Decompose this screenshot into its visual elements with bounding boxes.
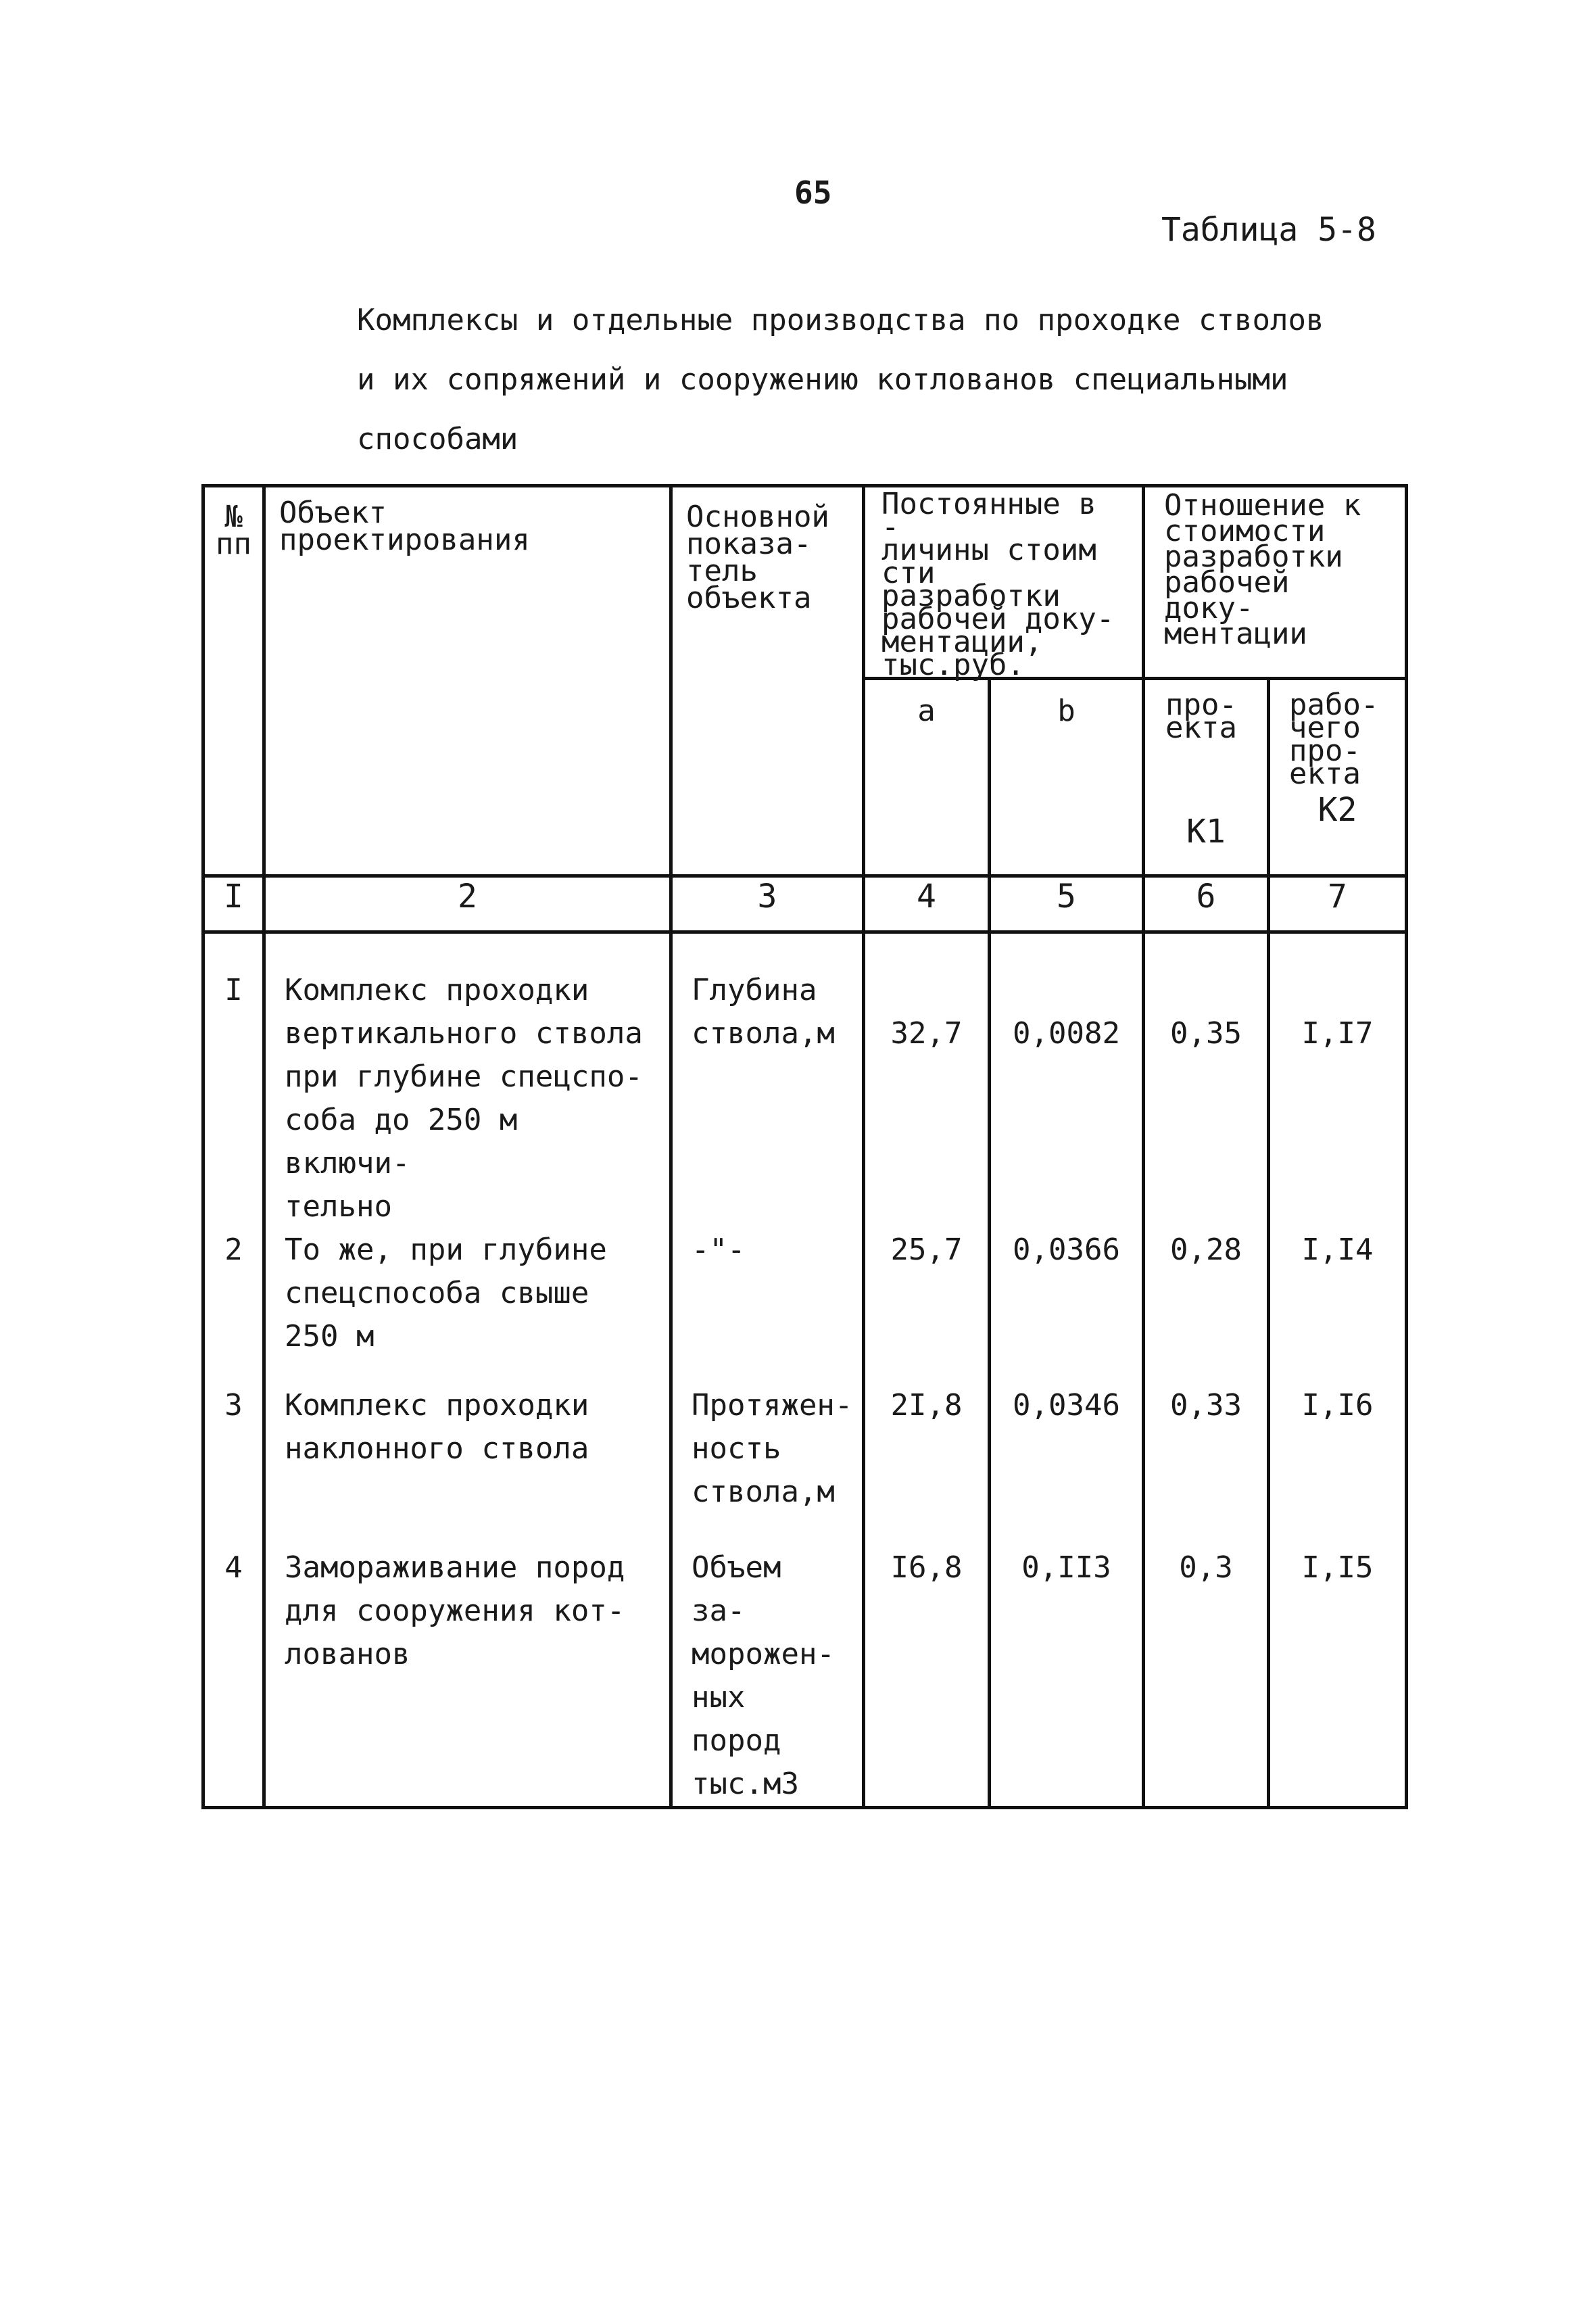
row-object: Замораживание пород для сооружения кот- лованов: [264, 1546, 671, 1808]
header-b: b: [990, 679, 1144, 876]
header-a: а: [864, 679, 990, 876]
header-ratio: Отношение к стоимости разработки рабочей доку- ментации: [1144, 486, 1407, 679]
row-value-a: I6,8: [864, 1546, 990, 1808]
table-row: [203, 932, 1407, 1229]
header-indicator: Основной показа- тель объекта: [671, 486, 864, 876]
header-working-project: рабо- чего про- екта К2: [1269, 679, 1407, 876]
row-indicator: Глубина ствола,м: [671, 932, 864, 1229]
title-line: и их сопряжений и сооружению котлованов специальными: [357, 362, 1288, 397]
header-project: про- екта К1: [1144, 679, 1269, 876]
row-indicator: Объем за- морожен- ных пород тыс.м3: [671, 1546, 864, 1808]
row-object: Комплекс проходки наклонного ствола: [264, 1384, 671, 1546]
column-number: 4: [864, 876, 990, 932]
column-number: I: [203, 876, 264, 932]
row-value-b: 0,0366: [990, 1228, 1144, 1384]
table-row: [203, 1228, 1407, 1384]
column-number-row: [203, 876, 1407, 932]
row-value-k2: I,I5: [1269, 1546, 1407, 1808]
row-value-b: 0,0082: [990, 932, 1144, 1229]
column-number: 6: [1144, 876, 1269, 932]
row-value-k1: 0,33: [1144, 1384, 1269, 1546]
row-value-k1: 0,3: [1144, 1546, 1269, 1808]
row-value-k1: 0,28: [1144, 1228, 1269, 1384]
row-number: 3: [203, 1384, 264, 1546]
k2-label: К2: [1317, 791, 1357, 829]
row-value-a: 32,7: [864, 932, 990, 1229]
table-header-row: [203, 486, 1407, 679]
row-indicator: Протяжен- ность ствола,м: [671, 1384, 864, 1546]
row-indicator: -"-: [671, 1228, 864, 1384]
cost-table: [201, 484, 1408, 1809]
row-value-k2: I,I7: [1269, 932, 1407, 1229]
row-object: То же, при глубине спецспособа свыше 250 м: [264, 1228, 671, 1384]
table-title: [357, 291, 1411, 469]
title-line: способами: [357, 422, 518, 456]
row-number: 2: [203, 1228, 264, 1384]
table-label: Таблица 5-8: [1161, 211, 1376, 249]
row-number: 4: [203, 1546, 264, 1808]
row-value-b: 0,II3: [990, 1546, 1144, 1808]
column-number: 3: [671, 876, 864, 932]
column-number: 7: [1269, 876, 1407, 932]
column-number: 5: [990, 876, 1144, 932]
header-object: Объект проектирования: [264, 486, 671, 876]
page-number: 65: [794, 174, 832, 211]
row-object: Комплекс проходки вертикального ствола при глубине спецспо- соба до 250 м включи- тельно: [264, 932, 671, 1229]
column-number: 2: [264, 876, 671, 932]
header-no: № пп: [203, 486, 264, 876]
header-constant-values: Постоянные в - личины стоим сти разработки рабочей доку- ментации, тыс.руб.: [864, 486, 1144, 679]
row-number: I: [203, 932, 264, 1229]
row-value-k2: I,I4: [1269, 1228, 1407, 1384]
row-value-b: 0,0346: [990, 1384, 1144, 1546]
row-value-k2: I,I6: [1269, 1384, 1407, 1546]
title-line: Комплексы и отдельные производства по проходке стволов: [357, 303, 1324, 337]
table-row: [203, 1546, 1407, 1808]
k1-label: К1: [1186, 813, 1226, 851]
row-value-a: 25,7: [864, 1228, 990, 1384]
row-value-a: 2I,8: [864, 1384, 990, 1546]
row-value-k1: 0,35: [1144, 932, 1269, 1229]
table-row: [203, 1384, 1407, 1546]
